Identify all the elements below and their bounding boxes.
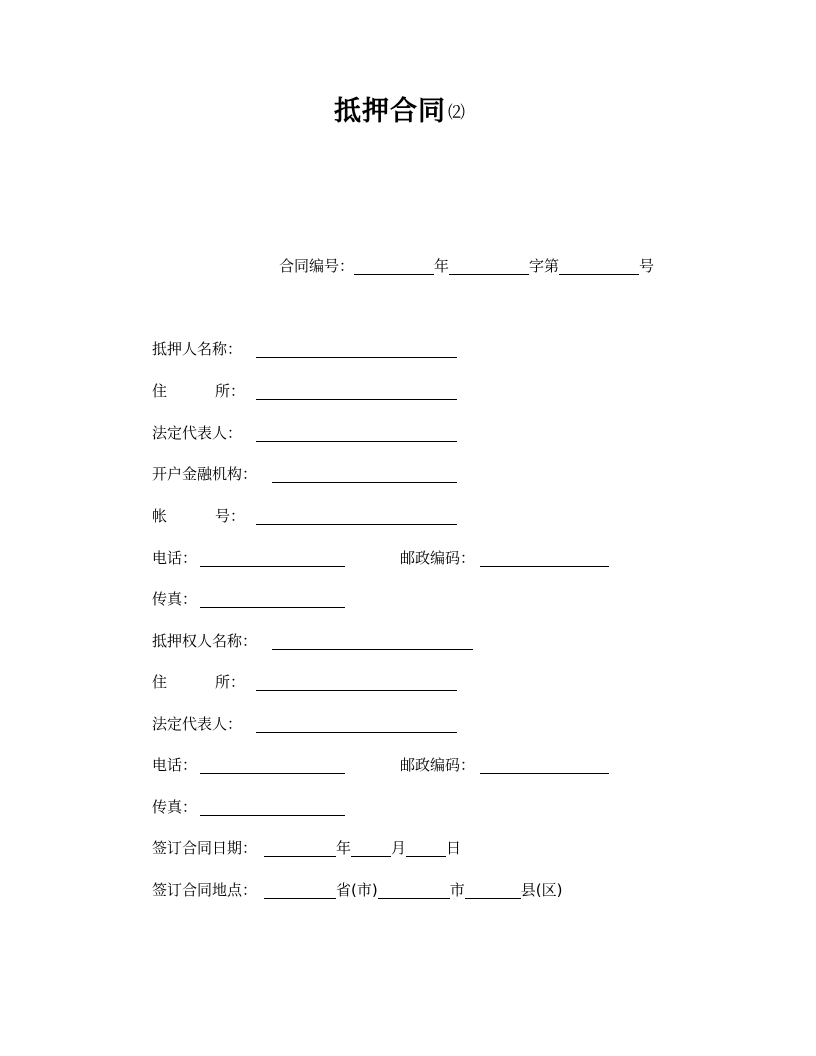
mortgagee-address-label (152, 672, 256, 692)
signing-place-province: 省(市) (336, 881, 378, 899)
mortgagor-account-line (152, 506, 457, 526)
mortgagor-account-blank[interactable] (256, 508, 457, 525)
mortgagee-phone-blank[interactable] (200, 757, 345, 774)
signing-date-year: 年 (336, 839, 352, 857)
mortgagor-postcode-blank[interactable] (480, 550, 609, 567)
signing-date-day: 日 (446, 839, 462, 857)
mortgagor-bank-label: 开户金融机构： (152, 465, 258, 483)
mortgagee-legal-rep-blank[interactable] (256, 716, 457, 733)
mortgagee-address-blank[interactable] (256, 674, 457, 691)
signing-place-county-blank[interactable] (465, 882, 521, 899)
mortgagee-fax-blank[interactable] (200, 799, 345, 816)
mortgagor-fax-label: 传真： (152, 590, 198, 608)
mortgagor-account-char2: 号： (215, 507, 246, 525)
contract-number-line (279, 256, 654, 276)
signing-place-city-blank[interactable] (378, 882, 450, 899)
mortgagee-name-line (152, 631, 473, 651)
mortgagee-address-line (152, 672, 457, 692)
mortgagor-name-line (152, 339, 457, 359)
mortgagee-legal-rep-line (152, 714, 457, 734)
mortgagor-legal-rep-line (152, 423, 457, 443)
mortgagee-phone-label: 电话： (152, 756, 198, 774)
signing-date-year-blank[interactable] (264, 840, 336, 857)
mortgagee-name-label: 抵押权人名称： (152, 632, 258, 650)
mortgagor-fax-blank[interactable] (200, 591, 345, 608)
contract-number-zi-blank[interactable] (449, 258, 529, 275)
contract-number-label: 合同编号： (279, 257, 355, 275)
mortgagor-bank-line (152, 464, 457, 484)
contract-number-no-blank[interactable] (559, 258, 639, 275)
signing-place-line (152, 880, 562, 900)
mortgagor-legal-rep-blank[interactable] (256, 425, 457, 442)
contract-number-year: 年 (434, 257, 450, 275)
page-title (334, 98, 465, 125)
mortgagor-name-label: 抵押人名称： (152, 340, 243, 358)
signing-date-line (152, 838, 461, 858)
mortgagee-postcode-blank[interactable] (480, 757, 609, 774)
signing-place-label: 签订合同地点： (152, 881, 258, 899)
signing-place-county: 县(区) (520, 881, 563, 899)
mortgagor-bank-blank[interactable] (272, 466, 457, 483)
mortgagor-postcode-line (400, 548, 609, 568)
mortgagor-account-char1: 帐 (152, 507, 168, 525)
mortgagor-address-char1: 住 (152, 382, 168, 400)
mortgagee-postcode-label: 邮政编码： (400, 756, 476, 774)
signing-date-month: 月 (391, 839, 407, 857)
mortgagor-phone-line (152, 548, 345, 568)
contract-number-zidi: 字第 (529, 257, 560, 275)
contract-number-hao: 号 (639, 257, 655, 275)
mortgagor-name-blank[interactable] (256, 341, 457, 358)
mortgagor-phone-label: 电话： (152, 549, 198, 567)
mortgagor-address-char2: 所： (215, 382, 246, 400)
signing-date-day-blank[interactable] (406, 840, 446, 857)
mortgagee-legal-rep-label: 法定代表人： (152, 715, 243, 733)
contract-number-prefix-blank[interactable] (354, 258, 434, 275)
mortgagor-account-label (152, 506, 256, 526)
mortgagee-phone-line (152, 755, 345, 775)
title-main: 抵押合同 (334, 96, 446, 127)
mortgagor-address-line (152, 381, 457, 401)
mortgagee-address-char2: 所： (215, 673, 246, 691)
mortgagor-address-label (152, 381, 256, 401)
mortgagee-name-blank[interactable] (272, 633, 473, 650)
signing-date-month-blank[interactable] (351, 840, 391, 857)
mortgagor-fax-line (152, 589, 345, 609)
mortgagee-fax-line (152, 797, 345, 817)
mortgagor-address-blank[interactable] (256, 383, 457, 400)
mortgagee-postcode-line (400, 755, 609, 775)
mortgagee-fax-label: 传真： (152, 798, 198, 816)
title-suffix: ⑵ (448, 103, 465, 123)
mortgagor-postcode-label: 邮政编码： (400, 549, 476, 567)
signing-date-label: 签订合同日期： (152, 839, 258, 857)
mortgagee-address-char1: 住 (152, 673, 168, 691)
mortgagor-legal-rep-label: 法定代表人： (152, 424, 243, 442)
signing-place-province-blank[interactable] (264, 882, 336, 899)
mortgagor-phone-blank[interactable] (200, 550, 345, 567)
signing-place-city: 市 (449, 881, 465, 899)
